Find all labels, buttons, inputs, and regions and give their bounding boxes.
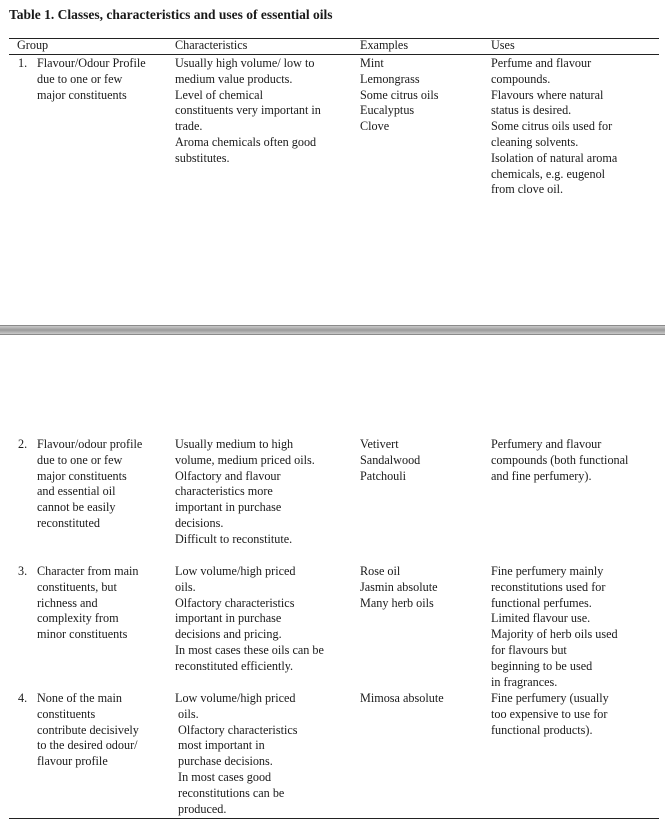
characteristics-line: In most cases good xyxy=(175,769,272,784)
row-number: 3. xyxy=(18,564,28,578)
characteristics-line: oils. xyxy=(175,706,199,721)
table-top-rule xyxy=(9,38,659,39)
uses-cell xyxy=(491,691,609,738)
uses-line: functional perfumes. xyxy=(491,595,592,610)
group-line: minor constituents xyxy=(37,627,128,642)
characteristics-line: volume, medium priced oils. xyxy=(175,452,315,467)
uses-line: Limited flavour use. xyxy=(491,611,591,626)
characteristics-line: important in purchase xyxy=(175,500,282,515)
group-line: major constituents xyxy=(37,468,127,483)
uses-line: chemicals, e.g. eugenol xyxy=(491,166,606,181)
examples-cell xyxy=(360,691,444,707)
characteristics-line: Low volume/high priced xyxy=(175,564,296,578)
example-line: Vetivert xyxy=(360,437,399,451)
group-line: Flavour/Odour Profile xyxy=(37,56,146,70)
characteristics-line: decisions. xyxy=(175,515,224,530)
characteristics-line: most important in xyxy=(175,738,265,753)
row-number: 1. xyxy=(18,56,28,70)
characteristics-line: reconstitutions can be xyxy=(175,785,285,800)
group-line: to the desired odour/ xyxy=(37,738,138,753)
group-line: constituents xyxy=(37,706,96,721)
header-group: Group xyxy=(17,38,49,52)
characteristics-line: medium value products. xyxy=(175,71,293,86)
example-line: Clove xyxy=(360,119,390,134)
group-line: reconstituted xyxy=(37,515,100,530)
uses-line: compounds (both functional xyxy=(491,452,629,467)
uses-line: status is desired. xyxy=(491,103,572,118)
uses-line: reconstitutions used for xyxy=(491,579,606,594)
characteristics-cell xyxy=(175,564,324,675)
characteristics-line: Difficult to reconstitute. xyxy=(175,531,293,546)
characteristics-cell xyxy=(175,437,315,548)
example-line: Eucalyptus xyxy=(360,103,415,118)
page-break-divider xyxy=(0,325,665,335)
characteristics-line: Olfactory characteristics xyxy=(175,595,295,610)
header-characteristics: Characteristics xyxy=(175,38,248,52)
group-line: Flavour/odour profile xyxy=(37,437,143,451)
uses-line: from clove oil. xyxy=(491,182,564,197)
uses-cell xyxy=(491,437,628,484)
header-bottom-rule xyxy=(9,54,659,55)
characteristics-line: important in purchase xyxy=(175,611,282,626)
uses-line: Perfumery and flavour xyxy=(491,437,602,451)
uses-line: in fragrances. xyxy=(491,674,558,689)
group-line: flavour profile xyxy=(37,754,108,769)
group-line: Character from main xyxy=(37,564,139,578)
header-uses: Uses xyxy=(491,38,515,52)
characteristics-line: oils. xyxy=(175,579,196,594)
uses-line: Majority of herb oils used xyxy=(491,627,618,642)
examples-cell xyxy=(360,437,420,484)
characteristics-line: characteristics more xyxy=(175,484,273,499)
uses-line: Isolation of natural aroma xyxy=(491,150,618,165)
uses-line: Perfume and flavour xyxy=(491,56,592,70)
uses-line: Fine perfumery mainly xyxy=(491,564,604,578)
uses-line: compounds. xyxy=(491,71,551,86)
group-line: major constituents xyxy=(37,87,127,102)
table-title: Table 1. Classes, characteristics and uses of essential oils xyxy=(9,7,333,22)
characteristics-line: substitutes. xyxy=(175,150,230,165)
example-line: Jasmin absolute xyxy=(360,579,438,594)
row-number: 4. xyxy=(18,691,28,705)
group-cell xyxy=(37,437,142,532)
characteristics-cell xyxy=(175,691,298,817)
example-line: Mint xyxy=(360,56,384,70)
uses-line: Some citrus oils used for xyxy=(491,119,613,134)
uses-line: cleaning solvents. xyxy=(491,134,579,149)
example-line: Sandalwood xyxy=(360,452,421,467)
group-line: due to one or few xyxy=(37,71,123,86)
characteristics-line: trade. xyxy=(175,119,203,134)
header-examples: Examples xyxy=(360,38,409,52)
characteristics-line: Usually high volume/ low to xyxy=(175,56,315,70)
row-number: 2. xyxy=(18,437,28,451)
group-line: cannot be easily xyxy=(37,500,116,515)
group-line: due to one or few xyxy=(37,452,123,467)
characteristics-line: Olfactory characteristics xyxy=(175,722,298,737)
uses-line: Fine perfumery (usually xyxy=(491,691,609,705)
characteristics-line: Level of chemical xyxy=(175,87,263,102)
group-cell xyxy=(37,56,146,103)
characteristics-line: purchase decisions. xyxy=(175,754,273,769)
group-cell xyxy=(37,691,139,770)
characteristics-line: Olfactory and flavour xyxy=(175,468,281,483)
characteristics-cell xyxy=(175,56,321,167)
group-line: contribute decisively xyxy=(37,722,139,737)
group-line: complexity from xyxy=(37,611,119,626)
example-line: Lemongrass xyxy=(360,71,420,86)
characteristics-line: In most cases these oils can be xyxy=(175,642,324,657)
characteristics-line: Low volume/high priced xyxy=(175,691,296,705)
characteristics-line: decisions and pricing. xyxy=(175,627,282,642)
characteristics-line: reconstituted efficiently. xyxy=(175,658,294,673)
characteristics-line: Aroma chemicals often good xyxy=(175,134,317,149)
examples-cell xyxy=(360,56,439,135)
group-line: and essential oil xyxy=(37,484,116,499)
group-cell xyxy=(37,564,139,643)
example-line: Some citrus oils xyxy=(360,87,439,102)
group-line: constituents, but xyxy=(37,579,117,594)
group-line: None of the main xyxy=(37,691,122,705)
characteristics-line: Usually medium to high xyxy=(175,437,294,451)
uses-cell xyxy=(491,564,618,690)
uses-line: beginning to be used xyxy=(491,658,593,673)
uses-line: and fine perfumery). xyxy=(491,468,592,483)
characteristics-line: constituents very important in xyxy=(175,103,321,118)
uses-line: Flavours where natural xyxy=(491,87,604,102)
example-line: Many herb oils xyxy=(360,595,434,610)
uses-line: functional products). xyxy=(491,722,593,737)
examples-cell xyxy=(360,564,438,611)
example-line: Rose oil xyxy=(360,564,401,578)
group-line: richness and xyxy=(37,595,98,610)
uses-cell xyxy=(491,56,617,198)
table-bottom-rule xyxy=(9,818,659,819)
example-line: Mimosa absolute xyxy=(360,691,444,705)
uses-line: for flavours but xyxy=(491,642,567,657)
uses-line: too expensive to use for xyxy=(491,706,608,721)
characteristics-line: produced. xyxy=(175,801,227,816)
example-line: Patchouli xyxy=(360,468,407,483)
